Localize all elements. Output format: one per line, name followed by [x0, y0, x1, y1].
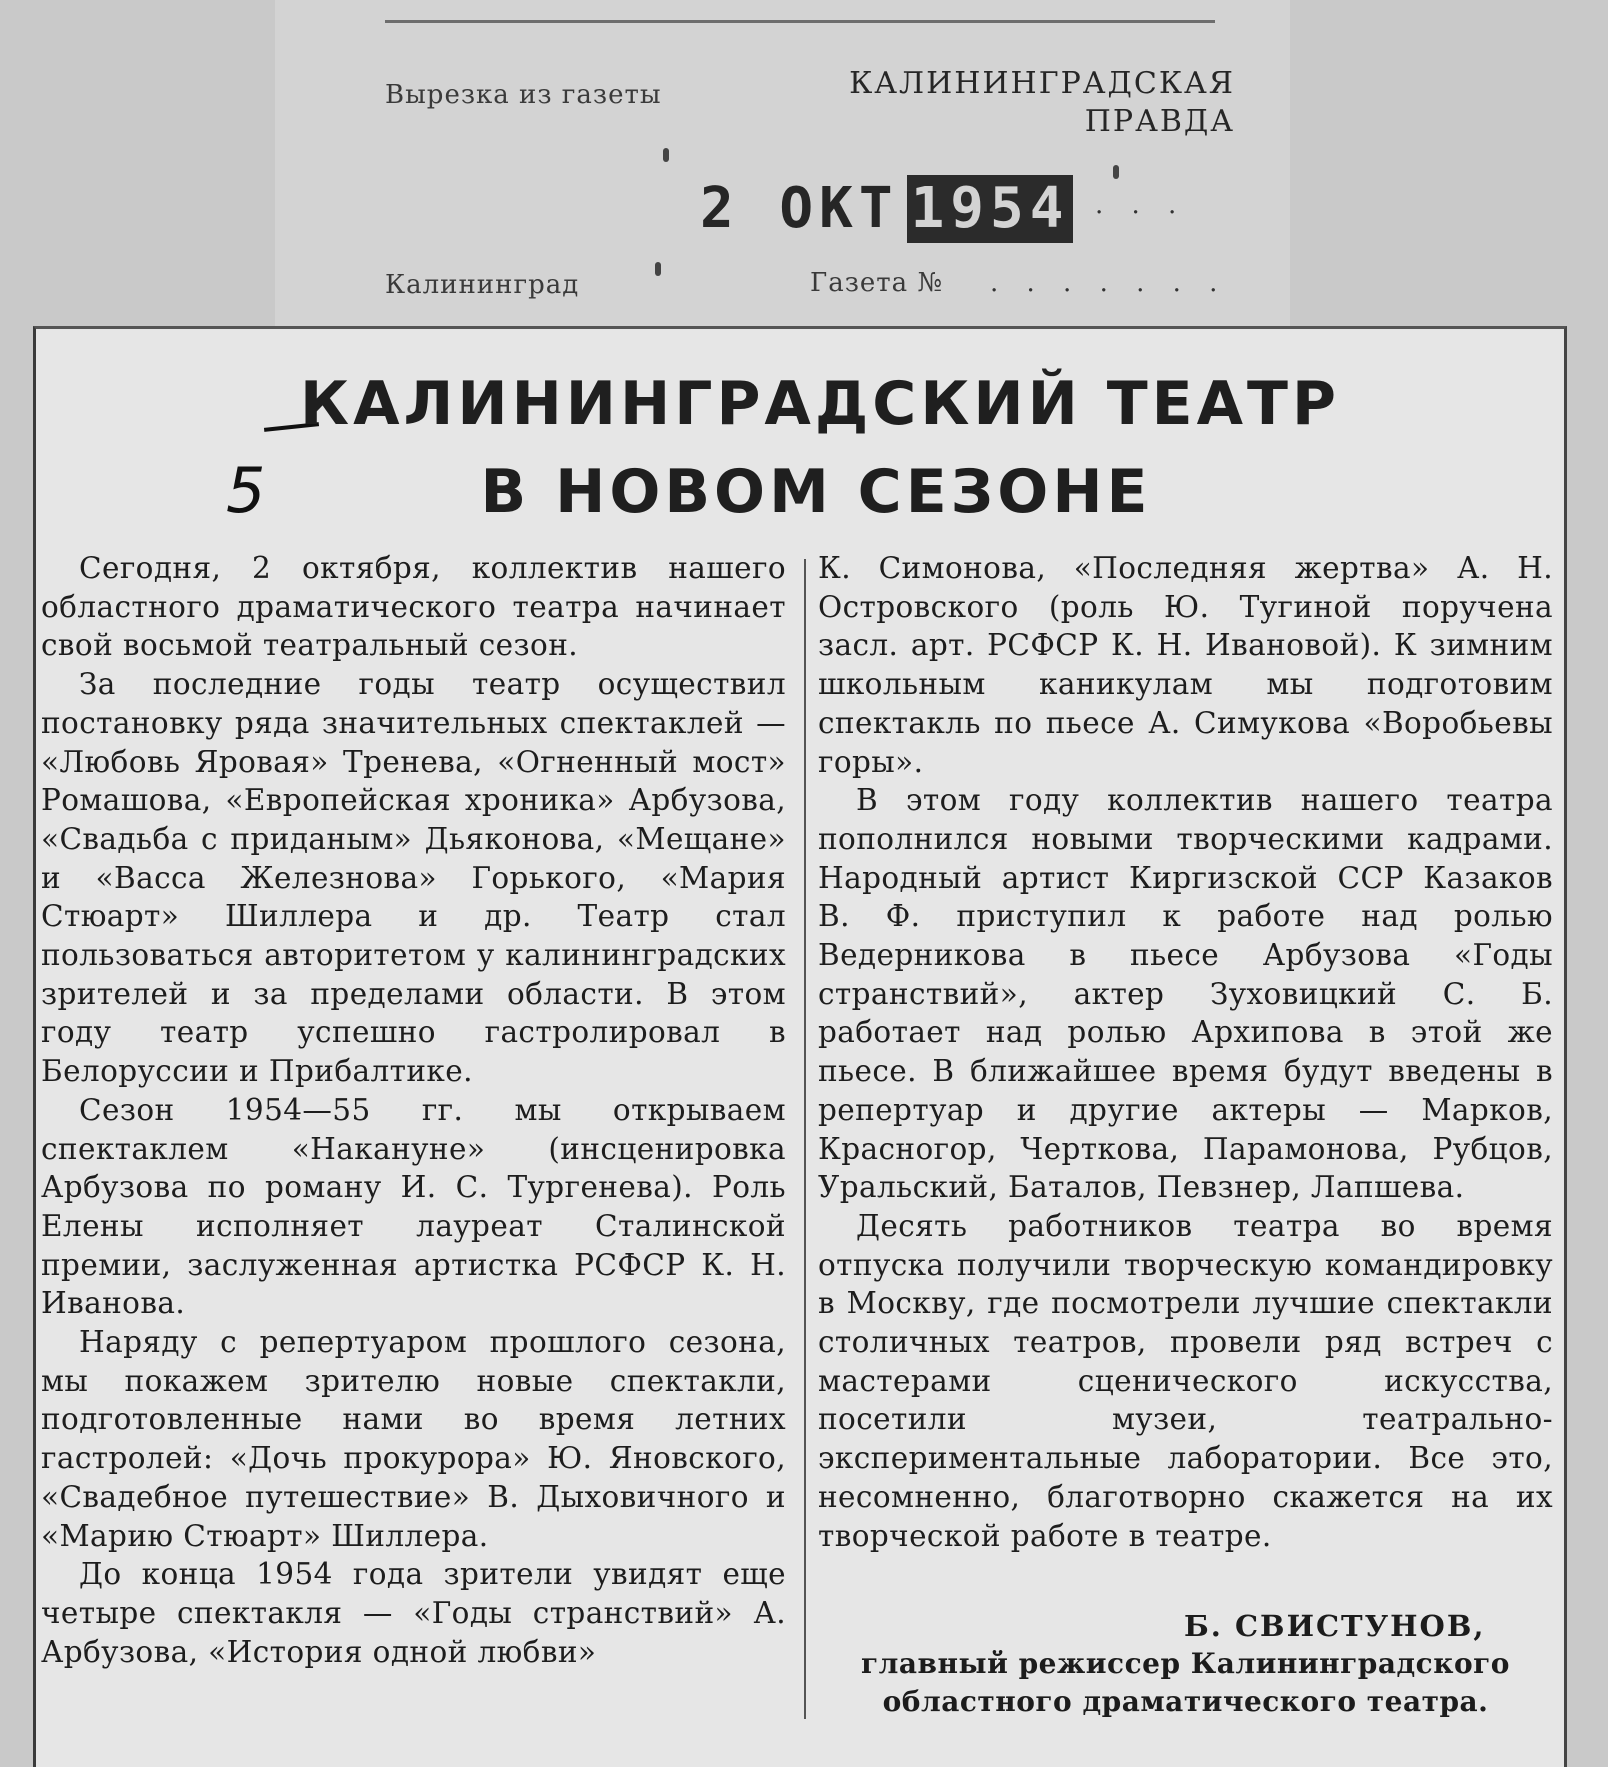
headline-line2: В НОВОМ СЕЗОНЕ [480, 457, 1152, 527]
paragraph: Сезон 1954—55 гг. мы открываем спектаклем «Накануне» (инсценировка Арбузова по роману И. С. Тургенева). Роль Елены исполняет лауреат Сталинской премии, заслуженная артистка РСФСР К. Н. Иванова. [41, 1092, 786, 1321]
paragraph: За последние годы театр осуществил постановку ряда значительных спектаклей — «Любовь Яровая» Тренева, «Огненный мост» Ромашова, «Европейская хроника» Арбузова, «Свадьба с приданым» Дьяконова, «Мещане» и «Васса Железнова» Горького, «Мария Стюарт» Шиллера и др. Театр стал пользоваться авторитетом у калининградских зрителей и за пределами области. В этом году театр успешно гастролировал в Белоруссии и Прибалтике. [41, 667, 786, 1089]
form-top-rule [385, 20, 1215, 23]
date-filler-dots: . . . [1095, 190, 1187, 220]
paragraph: Десять работников театра во время отпуска получили творческую командировку в Москву, где посмотрели лучшие спектакли столичных театров, провели ряд встреч с мастерами сценического искусства, посетили музеи, театрально-экспериментальные лаборатории. Все это, несомненно, благотворно скажется на их творческой работе в театре. [818, 1208, 1553, 1553]
paragraph: К. Симонова, «Последняя жертва» А. Н. Островского (роль Ю. Тугиной поручена засл. арт. РСФСР К. Н. Ивановой). К зимним школьным каникулам мы подготовим спектакль по пьесе А. Симукова «Воробьевы горы». [818, 551, 1553, 779]
article-clipping [33, 326, 1567, 1767]
paragraph: В этом году коллектив нашего театра пополнился новыми творческими кадрами. Народный артист Киргизской ССР Казаков В. Ф. приступил к работе над ролью Ведерникова в пьесе Арбузова «Годы странствий», актер Зуховицкий С. Б. работает над ролью Архипова в этой же пьесе. В ближайшее время будут введены в репертуар и другие актеры — Марков, Красногор, Черткова, Парамонова, Рубцов, Уральский, Баталов, Певзнер, Лапшева. [818, 783, 1553, 1205]
date-stamp-year: 1954 [907, 175, 1074, 243]
ink-speck [655, 262, 661, 276]
ink-speck [663, 148, 669, 162]
paragraph: Наряду с репертуаром прошлого сезона, мы покажем зрителю новые спектакли, подготовленные нами во время летних гастролей: «Дочь прокурора» Ю. Яновского, «Свадебное путешествие» В. Дыховичного и «Марию Стюарт» Шиллера. [41, 1325, 786, 1553]
paragraph: До конца 1954 года зрители увидят еще четыре спектакля — «Годы странствий» А. Арбузова, «История одной любви» [41, 1557, 786, 1669]
handwritten-number: 5 [226, 454, 266, 527]
paragraph: Сегодня, 2 октября, коллектив нашего областного драматического театра начинает свой восьмой театральный сезон. [41, 551, 786, 663]
clipping-from-label: Вырезка из газеты [385, 80, 662, 110]
author-signature: Б. СВИСТУНОВ, [1184, 1609, 1486, 1643]
column-divider [804, 559, 806, 1719]
headline-line1: КАЛИНИНГРАДСКИЙ ТЕАТР [300, 369, 1340, 439]
article-column-left [41, 549, 786, 1671]
publication-name-line1: КАЛИНИНГРАДСКАЯ [849, 66, 1235, 101]
date-stamp-day-month: 2 ОКТ [700, 176, 899, 241]
city-label: Калининград [385, 270, 580, 300]
author-title-line1: главный режиссер Калининградского [861, 1647, 1510, 1680]
publication-name-line2: ПРАВДА [1084, 104, 1235, 139]
issue-number-label: Газета № [810, 268, 944, 298]
ink-speck [1113, 165, 1119, 179]
author-title-line2: областного драматического театра. [882, 1685, 1489, 1718]
issue-number-dots: . . . . . . . [990, 268, 1228, 298]
date-stamp [700, 175, 1073, 243]
article-column-right [818, 549, 1553, 1555]
